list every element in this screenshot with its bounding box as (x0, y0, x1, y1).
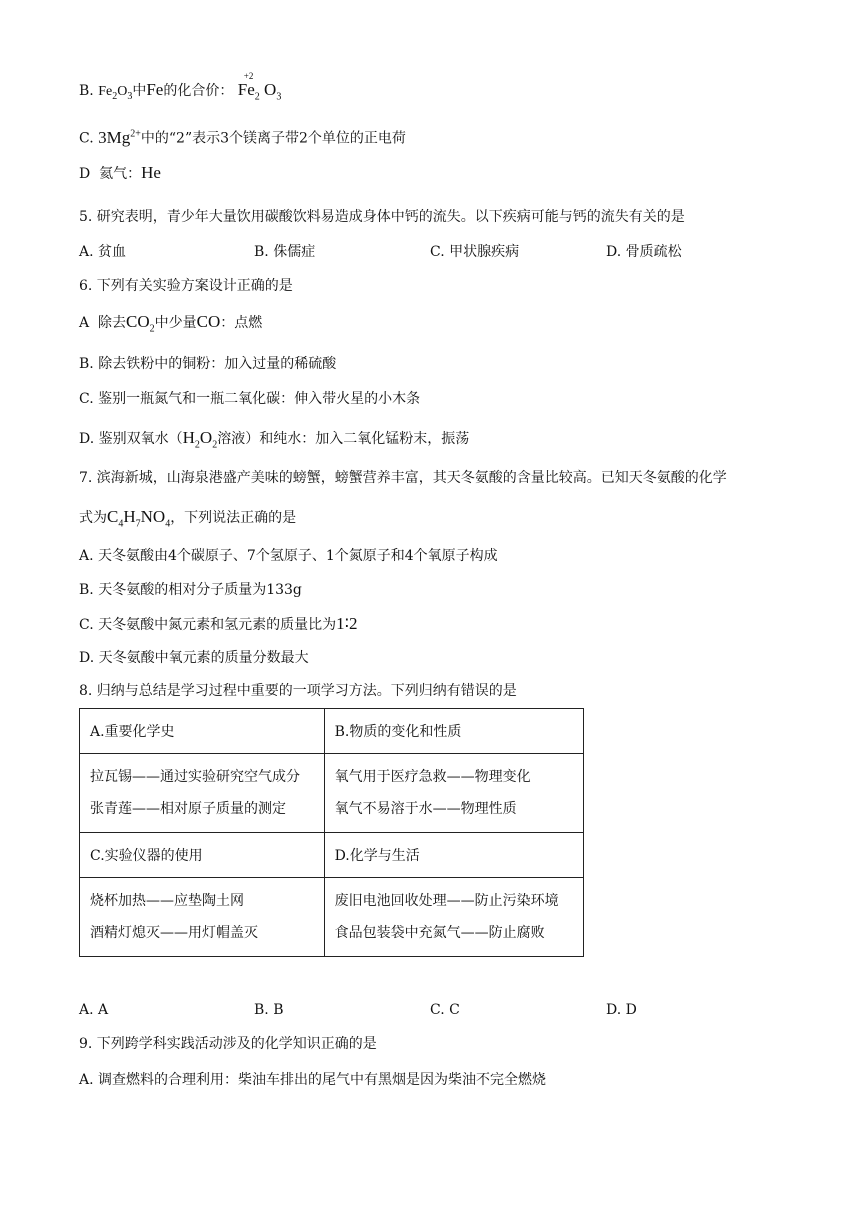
q5-option-b: B. 侏儒症 (254, 244, 316, 260)
option-label: C. (79, 130, 94, 147)
cell-d-body (324, 878, 583, 957)
text: ，下列说法正确的是 (170, 510, 297, 526)
aspartic-acid-formula: $C_4H_7NO_4$ (107, 507, 171, 530)
q6-option-b: B. 除去铁粉中的铜粉：加入过量的稀硫酸 (79, 356, 337, 372)
text: 氦气： (99, 166, 142, 182)
q7-stem-line1: 7. 滨海新城，山海泉港盛产美味的螃蟹，螃蟹营养丰富，其天冬氨酸的含量比较高。已知天冬氨酸的化学 (79, 470, 727, 486)
q7-option-b: B. 天冬氨酸的相对分子质量为133g (79, 582, 302, 598)
q8-options (79, 1000, 799, 1020)
mg-ion-formula: $3Mg^{2+}$ (98, 127, 141, 147)
cell-line: 废旧电池回收处理——防止污染环境 (334, 893, 559, 909)
cell-line: 酒精灯熄灭——用灯帽盖灭 (90, 925, 258, 941)
q6-option-a (79, 312, 262, 339)
text: 的化合价： (163, 83, 234, 99)
text: 除去 (98, 315, 127, 331)
cell-line: 烧杯加热——应垫陶土网 (90, 893, 244, 909)
q6-option-d (79, 428, 469, 455)
co2-formula: $CO_2$ (126, 312, 155, 335)
q9-stem: 9. 下列跨学科实践活动涉及的化学知识正确的是 (79, 1036, 377, 1052)
q7-option-d: D. 天冬氨酸中氧元素的质量分数最大 (79, 650, 309, 666)
q5-option-c: C. 甲状腺疾病 (430, 244, 520, 260)
q4-option-c (79, 124, 406, 149)
he-formula: He (141, 163, 161, 182)
q9-option-a: A. 调查燃料的合理利用：柴油车排出的尾气中有黑烟是因为柴油不完全燃烧 (79, 1072, 547, 1088)
text: D. 鉴别双氧水（ (79, 431, 183, 447)
option-label: A (79, 315, 90, 331)
h2o2-formula: $H_2O_2$ (182, 428, 218, 451)
text: 溶液）和纯水：加入二氧化锰粉末，振荡 (217, 431, 470, 447)
q4-option-d (79, 163, 161, 184)
cell-line: 氧气用于医疗急救——物理变化 (334, 769, 531, 785)
q6-stem: 6. 下列有关实验方案设计正确的是 (79, 278, 293, 294)
q8-option-c: C. C (430, 1002, 460, 1018)
q5-option-d: D. 骨质疏松 (606, 244, 682, 260)
q8-stem: 8. 归纳与总结是学习过程中重要的一项学习方法。下列归纳有错误的是 (79, 683, 517, 699)
q7-option-a: A. 天冬氨酸由4个碳原子、7个氢原子、1个氮原子和4个氧原子构成 (79, 548, 498, 564)
option-label: B. (79, 83, 94, 99)
text: C. 天冬氨酸中氮元素和氢元素的质量比为 (79, 617, 337, 633)
text: 中的“2”表示3个镁离子带2个单位的正电荷 (140, 130, 406, 147)
cell-a-head: A.重要化学史 (80, 709, 325, 754)
cell-b-head: B.物质的变化和性质 (324, 709, 583, 754)
q8-option-a: A. A (79, 1002, 109, 1018)
text: 中少量 (154, 315, 197, 331)
q7-stem-line2 (79, 507, 296, 534)
co-formula: CO (196, 312, 221, 331)
cell-line: 食品包装袋中充氮气——防止腐败 (334, 925, 545, 941)
q5-options (79, 242, 799, 262)
cell-b-body (324, 754, 583, 833)
q8-option-b: B. B (254, 1002, 284, 1018)
q8-option-d: D. D (606, 1002, 637, 1018)
fe2o3-formula: $Fe_2O_3$ (98, 84, 133, 102)
cell-c-body (80, 878, 325, 957)
option-label: D (79, 166, 91, 182)
q8-summary-table (79, 708, 584, 957)
cell-line: 张青莲——相对原子质量的测定 (90, 801, 286, 817)
q6-option-c: C. 鉴别一瓶氮气和一瓶二氧化碳：伸入带火星的小木条 (79, 391, 421, 407)
q5-option-a: A. 贫血 (79, 244, 127, 260)
valence-formula: +2 $Fe_2$ $O_3$ (237, 71, 282, 103)
text: ：点燃 (220, 315, 263, 331)
cell-line: 拉瓦锡——通过实验研究空气成分 (90, 769, 300, 785)
cell-c-head: C.实验仪器的使用 (80, 833, 325, 878)
q7-option-c (79, 614, 358, 635)
element-fe: Fe (146, 80, 164, 99)
q4-option-b (79, 71, 282, 107)
text: 中 (132, 83, 147, 99)
text: 式为 (79, 510, 107, 526)
q5-stem: 5. 研究表明，青少年大量饮用碳酸饮料易造成身体中钙的流失。以下疾病可能与钙的流失有关的是 (79, 209, 685, 225)
ratio: 1∶2 (336, 614, 358, 633)
cell-line: 氧气不易溶于水——物理性质 (334, 801, 517, 817)
cell-d-head: D.化学与生活 (324, 833, 583, 878)
cell-a-body (80, 754, 325, 833)
